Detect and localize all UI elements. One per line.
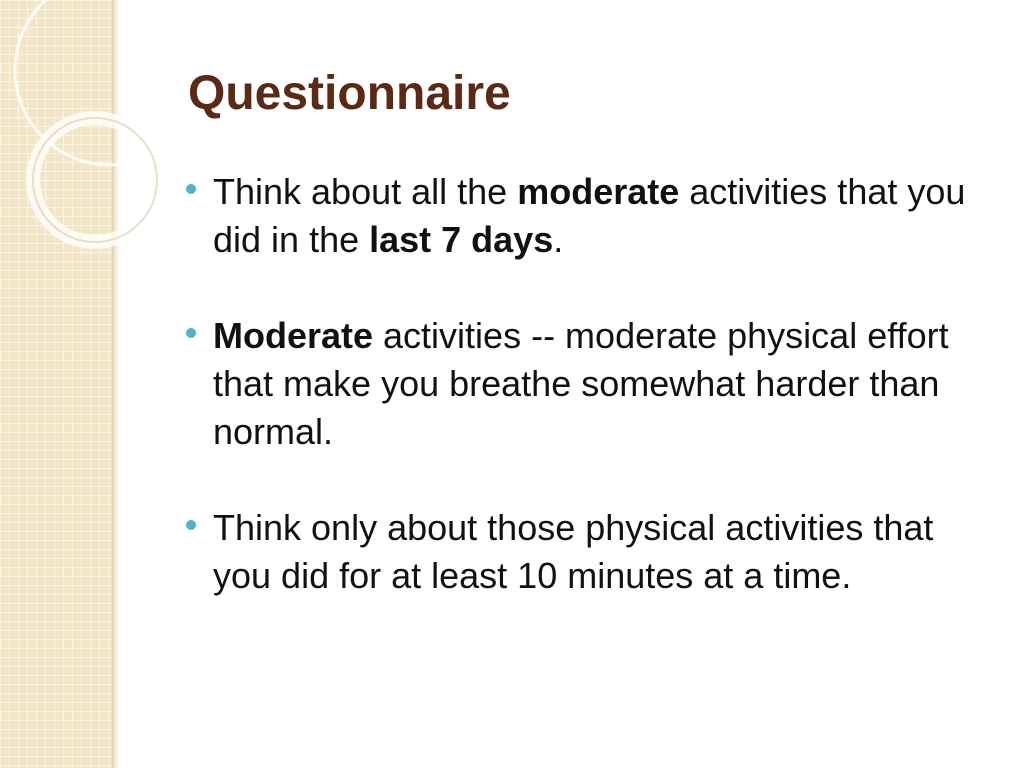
bullet-segment: activities that you did in the [213, 171, 966, 260]
bullet-item [186, 504, 996, 600]
bullet-marker-icon [186, 328, 196, 338]
bullet-segment: Think about all the [213, 171, 518, 212]
bullet-item [186, 312, 996, 456]
slide-title: Questionnaire [188, 67, 511, 120]
bullet-text [213, 171, 965, 260]
bullet-segment-bold: Moderate [213, 315, 374, 356]
bullet-segment: . [553, 219, 564, 260]
bullet-text [213, 315, 949, 452]
decorative-rings-icon [0, 0, 140, 260]
bullet-marker-icon [186, 184, 196, 194]
bullet-list [186, 168, 996, 600]
bullet-marker-icon [186, 520, 196, 530]
bullet-text [213, 507, 933, 596]
bullet-segment: Think only about those physical activities that you did for at least 10 minutes at a time. [213, 507, 934, 596]
bullet-segment: activities -- moderate physical effort that make you breathe somewhat harder than normal. [213, 315, 949, 452]
bullet-segment-bold: last 7 days [369, 219, 554, 260]
bullet-item [186, 168, 996, 264]
bullet-segment-bold: moderate [517, 171, 680, 212]
